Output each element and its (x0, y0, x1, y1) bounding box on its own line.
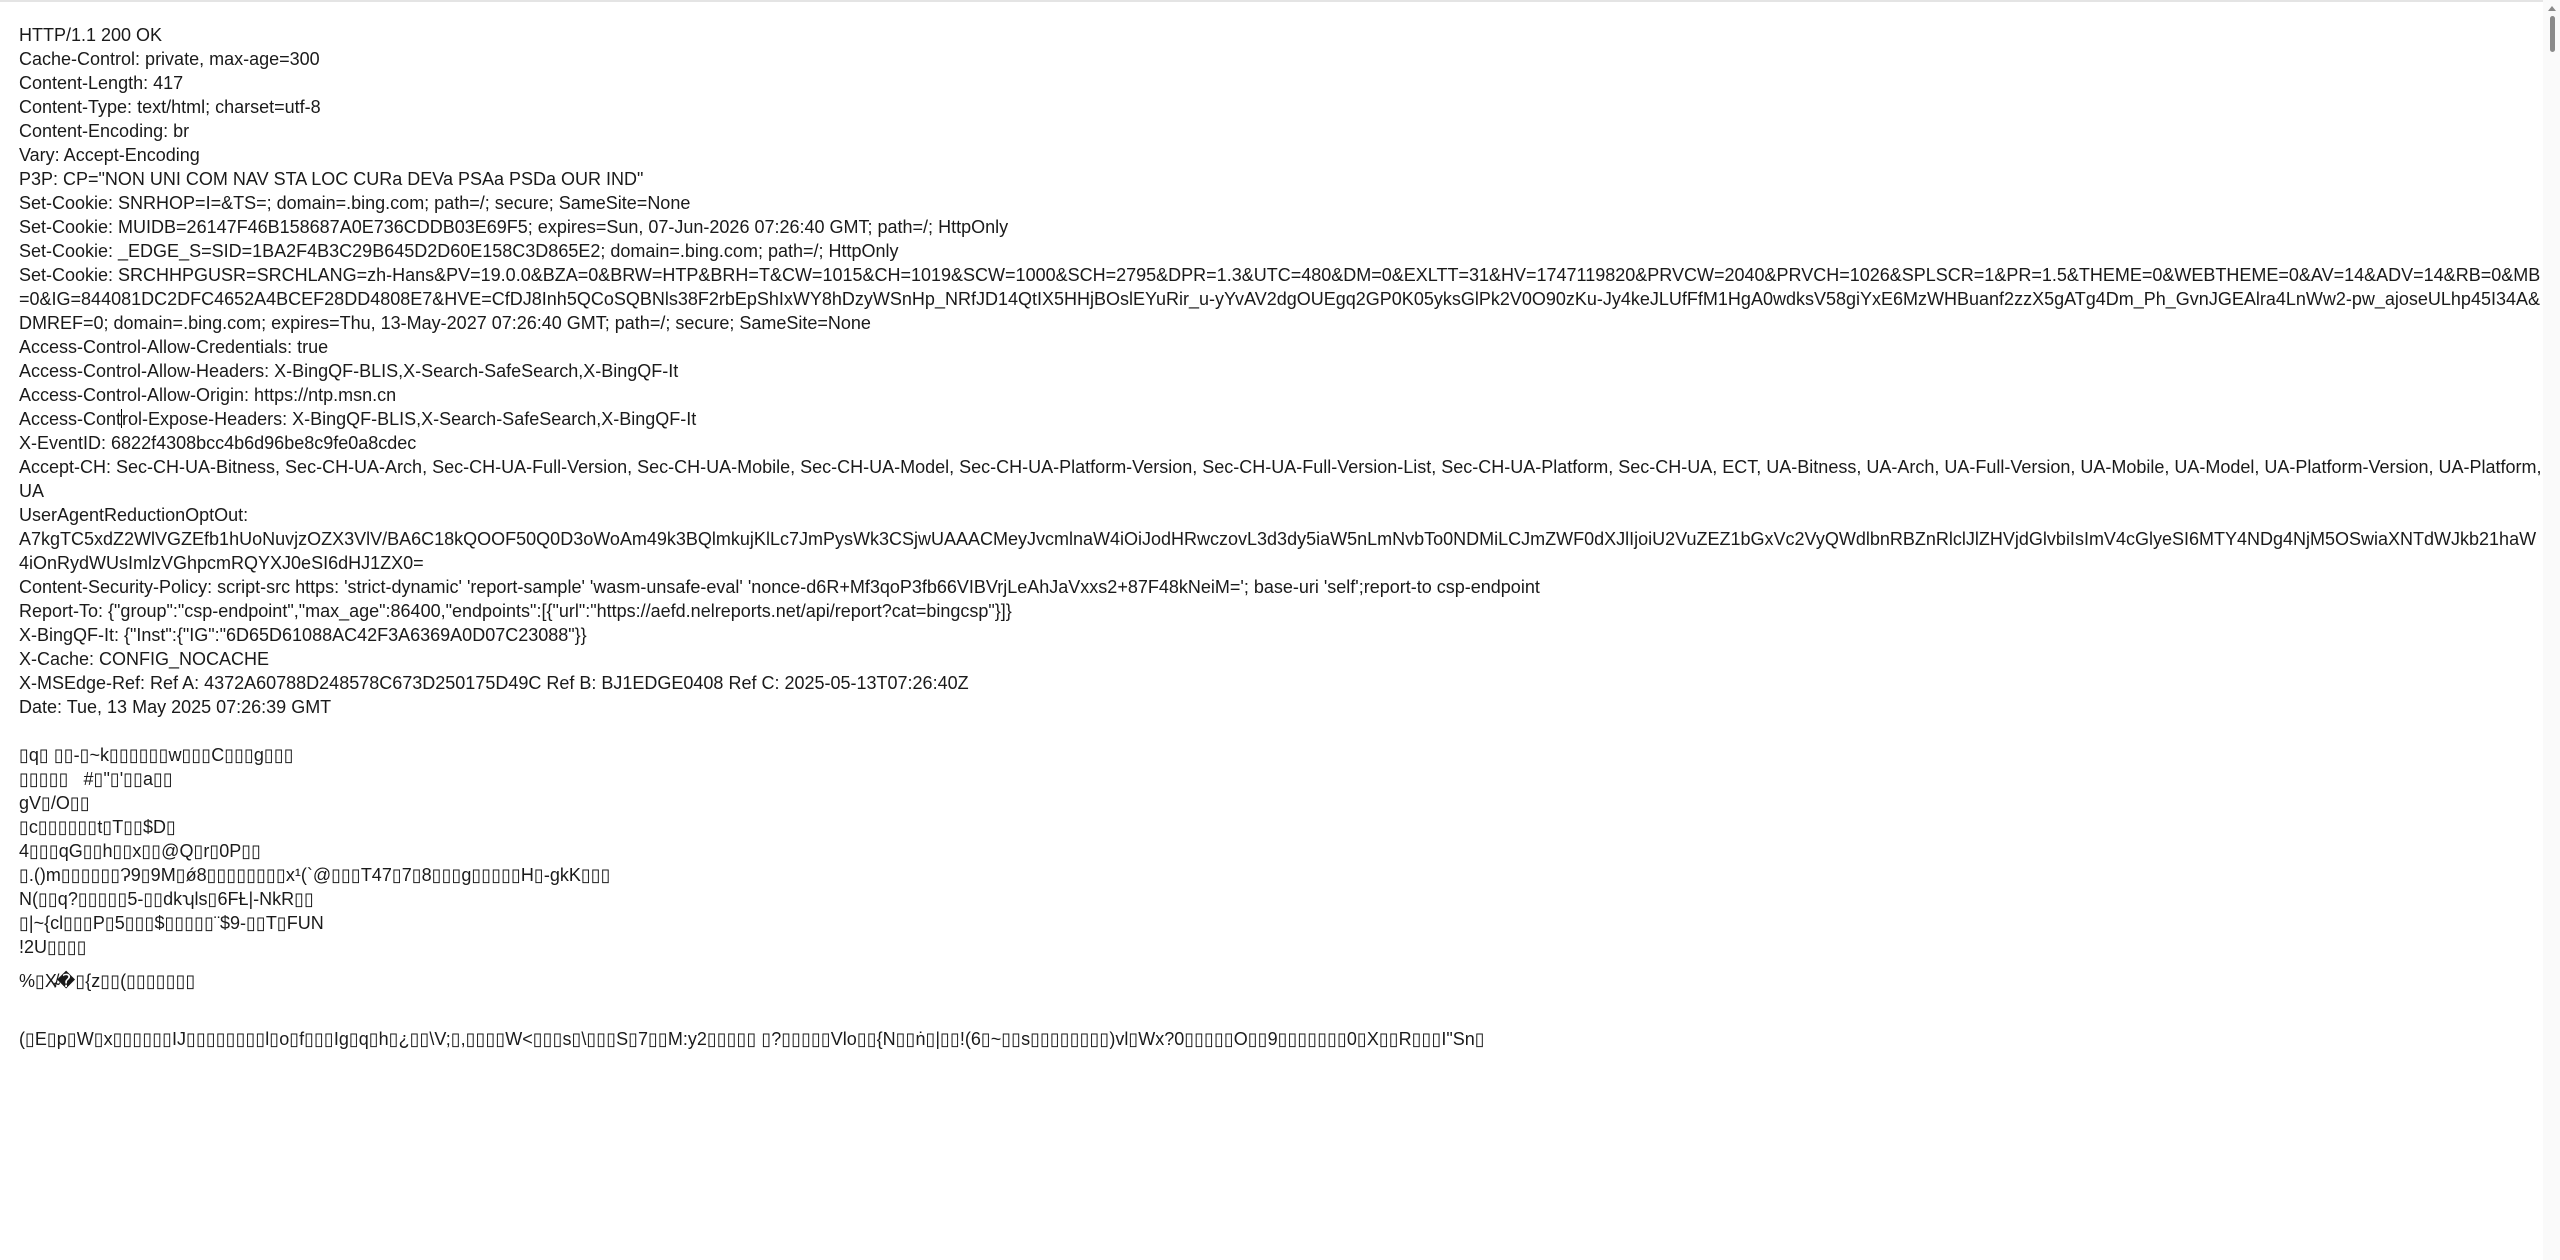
scroll-up-arrow-icon[interactable] (2548, 6, 2556, 11)
header-access-control-allow-headers: Access-Control-Allow-Headers: X-BingQF-BLIS,X-Search-SafeSearch,X-BingQF-It (19, 361, 679, 381)
binary-body-line: ▯q▯ ▯▯-▯~k▯▯▯▯▯▯w▯▯▯C▯▯▯g▯▯▯ (19, 745, 294, 765)
header-set-cookie-srchhpgusr: Set-Cookie: SRCHHPGUSR=SRCHLANG=zh-Hans&PV=19.0.0&BZA=0&BRW=HTP&BRH=T&CW=1015&CH=1019&SCW=1000&SCH=2795&DPR=1.3&UTC=480&DM=0&EXLTT=31&HV=1747119820&PRVCW=2040&PRVCH=1026&SPLSCR=1&PR=1.5&THEME=0&WEBTHEME=0&AV=14&ADV=14&RB=0&MB=0&IG=844081DC2DFC4652A4BCEF28DD4808E7&HVE=CfDJ8Inh5QCoSQBNls38F2rbEpShIxWY8hDzyWSnHp_NRfJD14QtIX5HHjBOslEYuRir_u-yYvAV2dgOUEgq2GP0K05yksGlPk2V0O90zKu-Jy4keJLUfFfM1HgA0wdksV58giYxE6MzWHBuanf2zzX5gATg4Dm_Ph_GvnJGEAlra4LnWw2-pw_ajoseULhp45I34A&DMREF=0; domain=.bing.com; expires=Thu, 13-May-2027 07:26:40 GMT; path=/; secure; SameSite=None (19, 265, 2541, 333)
binary-body-line: 4▯▯▯qG▯▯h▯▯x▯▯@Q▯r▯0P▯▯ (19, 841, 262, 861)
binary-body-line: ▯.()m▯▯▯▯▯▯Ɂ9▯9M▯ǿ8▯▯▯▯▯▯▯▯x¹(`@▯▯▯T47▯7▯8▯▯▯g▯▯▯▯▯H▯-gkK▯▯▯ (19, 865, 611, 885)
header-content-type: Content-Type: text/html; charset=utf-8 (19, 97, 321, 117)
header-cache-control: Cache-Control: private, max-age=300 (19, 49, 320, 69)
header-report-to: Report-To: {"group":"csp-endpoint","max_age":86400,"endpoints":[{"url":"https://aefd.nelreports.net/api/report?cat=bingcsp"}]} (19, 601, 1012, 621)
header-access-control-allow-origin: Access-Control-Allow-Origin: https://ntp.msn.cn (19, 385, 397, 405)
expose-headers-text-start: Access-Cont (19, 409, 122, 429)
blank-line (19, 959, 2544, 969)
expose-headers-text-end: rol-Expose-Headers: X-BingQF-BLIS,X-Search-SafeSearch,X-BingQF-It (122, 409, 697, 429)
header-content-encoding: Content-Encoding: br (19, 121, 190, 141)
vertical-scrollbar[interactable] (2543, 0, 2560, 1260)
binary-body-line: ▯▯▯▯▯ #▯"▯'▯▯a▯▯ (19, 769, 173, 789)
header-access-control-expose-headers (19, 407, 2544, 431)
header-set-cookie-snrhop: Set-Cookie: SNRHOP=I=&TS=; domain=.bing.com; path=/; secure; SameSite=None (19, 193, 691, 213)
text-editor-content[interactable] (19, 23, 2544, 1253)
header-x-msedge-ref: X-MSEdge-Ref: Ref A: 4372A60788D248578C673D250175D49C Ref B: BJ1EDGE0408 Ref C: 2025-05-13T07:26:40Z (19, 673, 969, 693)
binary-body-line: N(▯▯q?▯▯▯▯▯5-▯▯dkʮls▯6FȽ|-NkR▯▯ (19, 889, 314, 909)
header-set-cookie-muidb: Set-Cookie: MUIDB=26147F46B158687A0E736CDDB03E69F5; expires=Sun, 07-Jun-2026 07:26:40 GMT; path=/; HttpOnly (19, 217, 1009, 237)
binary-body-line: (▯E▯p▯W▯x▯▯▯▯▯▯IJ▯▯▯▯▯▯▯▯l▯o▯f▯▯▯Ig▯q▯h▯¿▯▯\V;▯,▯▯▯▯W<▯▯▯s▯\▯▯▯S▯7▯▯M:y2▯▯▯▯▯ ▯?▯▯▯▯▯Vlo▯▯{N▯▯ṅ▯|▯▯!(6▯~▯▯s▯▯▯▯▯▯▯▯)vl▯Wx?0▯▯▯▯▯O▯▯9▯▯▯▯▯▯▯0▯X▯▯R▯▯▯I"Sn▯ (19, 1029, 1485, 1049)
header-access-control-allow-credentials: Access-Control-Allow-Credentials: true (19, 337, 329, 357)
binary-body-line: gV▯/O▯▯ (19, 793, 90, 813)
scrollbar-thumb[interactable] (2550, 16, 2555, 52)
header-vary: Vary: Accept-Encoding (19, 145, 200, 165)
blank-line (19, 719, 2544, 743)
window-top-border (0, 0, 2560, 2)
header-x-bingqf-it: X-BingQF-It: {"Inst":{"IG":"6D65D61088AC42F3A6369A0D07C23088"}} (19, 625, 587, 645)
header-p3p: P3P: CP="NON UNI COM NAV STA LOC CURa DEVa PSAa PSDa OUR IND" (19, 169, 644, 189)
header-accept-ch: Accept-CH: Sec-CH-UA-Bitness, Sec-CH-UA-Arch, Sec-CH-UA-Full-Version, Sec-CH-UA-Mobile, Sec-CH-UA-Model, Sec-CH-UA-Platform-Version, Sec-CH-UA-Full-Version-List, Sec-CH-UA-Platform, Sec-CH-UA, ECT, UA-Bitness, UA-Arch, UA-Full-Version, UA-Mobile, UA-Model, UA-Platform-Version, UA-Platform, UA (19, 457, 2542, 501)
header-content-length: Content-Length: 417 (19, 73, 184, 93)
header-date: Date: Tue, 13 May 2025 07:26:39 GMT (19, 697, 332, 717)
binary-body-line: %▯X̸̴�▯{z▯▯(▯▯▯▯▯▯▯ (19, 971, 196, 991)
header-ua-reduction-value: A7kgTC5xdZ2WlVGZEfb1hUoNuvjzOZX3VlV/BA6C18kQOOF50Q0D3oWoAm49k3BQlmkujKlLc7JmPysWk3CSjwUAAACMeyJvcmlnaW4iOiJodHRwczovL3d3dy5iaW5nLmNvbTo0NDMiLCJmZWF0dXJlIjoiU2VuZEZ1bGxVc2VyQWdlbnRBZnRlclJlZHVjdGlvbiIsImV4cGlyeSI6MTY4NDg4NjM5OSwiaXNTdWJkb21haW4iOnRydWUsImlzVGhpcmRQYXJ0eSI6dHJ1ZX0= (19, 529, 2537, 573)
header-set-cookie-edge-s: Set-Cookie: _EDGE_S=SID=1BA2F4B3C29B645D2D60E158C3D865E2; domain=.bing.com; path=/; HttpOnly (19, 241, 899, 261)
blank-line (19, 993, 2544, 1027)
binary-body-line: ▯c▯▯▯▯▯▯t▯T▯▯$D▯ (19, 817, 176, 837)
header-x-event-id: X-EventID: 6822f4308bcc4b6d96be8c9fe0a8cdec (19, 433, 417, 453)
header-ua-reduction-opt-out: UserAgentReductionOptOut: (19, 505, 249, 525)
status-line: HTTP/1.1 200 OK (19, 25, 163, 45)
binary-body-line: ▯|~{cl▯▯▯P▯5▯▯▯$▯▯▯▯▯¨$9-▯▯T▯FUN (19, 913, 324, 933)
binary-body-line: !2U▯▯▯▯ (19, 937, 87, 957)
header-x-cache: X-Cache: CONFIG_NOCACHE (19, 649, 270, 669)
header-content-security-policy: Content-Security-Policy: script-src https: 'strict-dynamic' 'report-sample' 'wasm-unsafe-eval' 'nonce-d6R+Mf3qoP3fb66VIBVrjLeAhJaVxxs2+87F48kNeiM='; base-uri 'self';report-to csp-endpoint (19, 577, 1540, 597)
